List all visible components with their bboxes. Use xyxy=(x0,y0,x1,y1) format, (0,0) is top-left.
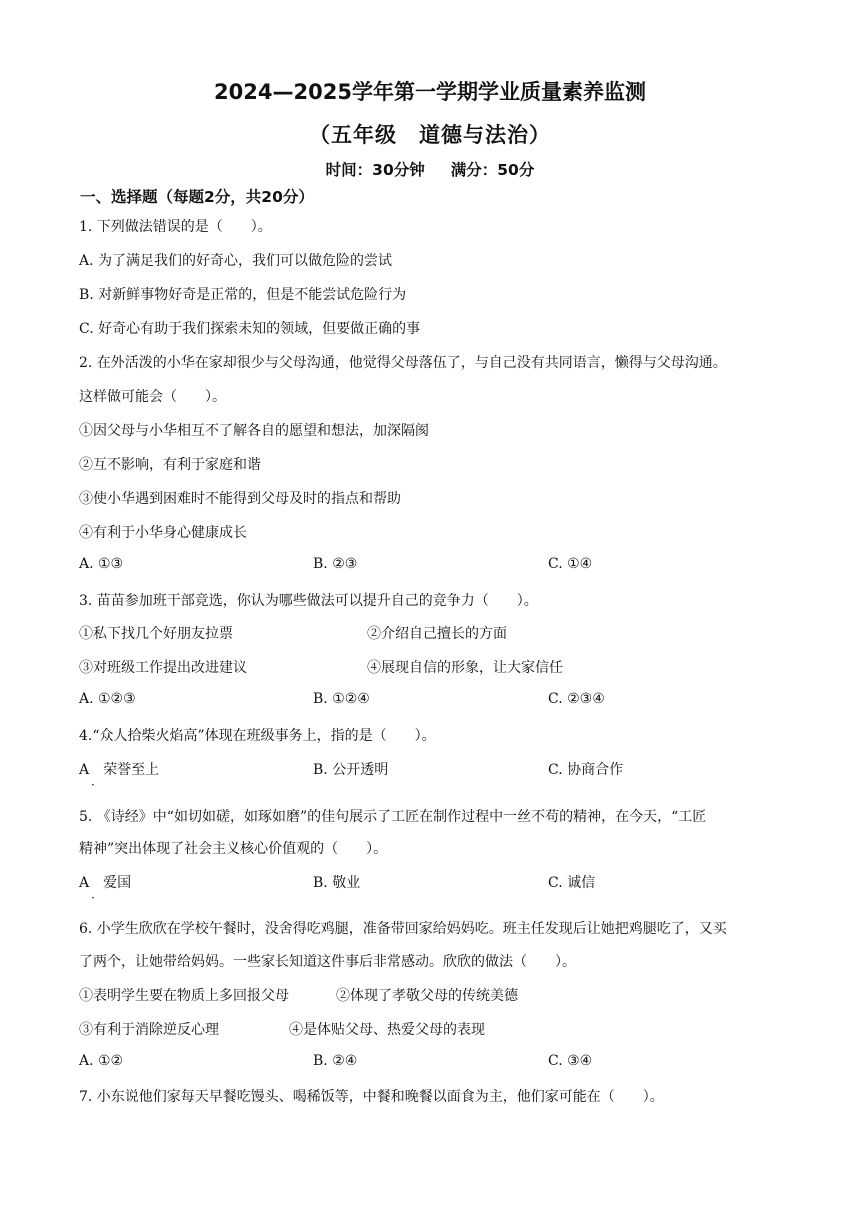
q2-statement-2: ②互不影响，有利于家庭和谐 xyxy=(79,457,261,473)
q6-statement-4: ④是体贴父母、热爱父母的表现 xyxy=(289,1022,485,1038)
q6-option-a: A. ①② xyxy=(79,1053,124,1069)
option-dot-mark: · xyxy=(91,891,95,905)
q2-statement-1: ①因父母与小华相互不了解各自的愿望和想法，加深隔阂 xyxy=(79,423,429,439)
q4-option-a: A 荣誉至上 xyxy=(79,762,160,778)
q7-stem: 7. 小东说他们家每天早餐吃馒头、喝稀饭等，中餐和晚餐以面食为主，他们家可能在（ ）。 xyxy=(79,1089,664,1105)
q6-statement-1: ①表明学生要在物质上多回报父母 xyxy=(79,988,289,1004)
q2-statement-3: ③使小华遇到困难时不能得到父母及时的指点和帮助 xyxy=(79,491,401,507)
q2-option-a: A. ①③ xyxy=(79,556,124,572)
q5-option-c: C. 诚信 xyxy=(548,875,596,891)
q1-option-a: A. 为了满足我们的好奇心，我们可以做危险的尝试 xyxy=(79,253,393,269)
q6-stem-line2: 了两个，让她带给妈妈。一些家长知道这件事后非常感动。欣欣的做法（ ）。 xyxy=(79,954,576,970)
q2-option-c: C. ①④ xyxy=(548,556,593,572)
exam-info xyxy=(0,158,860,180)
q3-statement-3: ③对班级工作提出改进建议 xyxy=(79,660,247,676)
q5-option-b: B. 敬业 xyxy=(313,875,361,891)
q6-stem-line1: 6. 小学生欣欣在学校午餐时，没舍得吃鸡腿，准备带回家给妈妈吃。班主任发现后让她把鸡腿吃了，又买 xyxy=(79,921,727,937)
q5-option-a: A 爱国 xyxy=(79,875,132,891)
score-label: 满分：50分 xyxy=(450,161,535,179)
q3-stem: 3. 苗苗参加班干部竞选，你认为哪些做法可以提升自己的竞争力（ ）。 xyxy=(79,593,538,609)
q1-stem: 1. 下列做法错误的是（ ）。 xyxy=(79,219,272,235)
q3-statement-4: ④展现自信的形象，让大家信任 xyxy=(367,660,563,676)
q5-stem-line2: 精神”突出体现了社会主义核心价值观的（ ）。 xyxy=(79,841,388,857)
q1-option-c: C. 好奇心有助于我们探索未知的领域，但要做正确的事 xyxy=(79,321,421,337)
q2-statement-4: ④有利于小华身心健康成长 xyxy=(79,525,247,541)
q2-stem-line1: 2. 在外活泼的小华在家却很少与父母沟通，他觉得父母落伍了，与自己没有共同语言，懒得与父母沟通。 xyxy=(79,355,727,371)
option-dot-mark: · xyxy=(91,778,95,792)
q6-option-c: C. ③④ xyxy=(548,1053,593,1069)
q2-stem-line2: 这样做可能会（ ）。 xyxy=(79,389,226,405)
q5-stem-line1: 5. 《诗经》中“如切如磋，如琢如磨”的佳句展示了工匠在制作过程中一丝不苟的精神，在今天，“工匠 xyxy=(79,809,707,825)
time-label: 时间：30分钟 xyxy=(325,161,425,179)
q1-option-b: B. 对新鲜事物好奇是正常的，但是不能尝试危险行为 xyxy=(79,287,407,303)
q4-stem: 4.“众人拾柴火焰高”体现在班级事务上，指的是（ ）。 xyxy=(79,728,436,744)
q6-statement-3: ③有利于消除逆反心理 xyxy=(79,1022,219,1038)
q3-option-a: A. ①②③ xyxy=(79,691,136,707)
exam-title: 2024—2025学年第一学期学业质量素养监测 xyxy=(214,80,646,104)
q4-option-b: B. 公开透明 xyxy=(313,762,389,778)
q6-option-b: B. ②④ xyxy=(313,1053,358,1069)
q3-option-c: C. ②③④ xyxy=(548,691,605,707)
q4-option-c: C. 协商合作 xyxy=(548,762,624,778)
exam-subtitle: （五年级 道德与法治） xyxy=(309,123,551,147)
q6-statement-2: ②体现了孝敬父母的传统美德 xyxy=(336,988,518,1004)
q2-option-b: B. ②③ xyxy=(313,556,358,572)
section-title: 一、选择题（每题2分，共20分） xyxy=(80,188,314,206)
q3-statement-2: ②介绍自己擅长的方面 xyxy=(367,626,507,642)
q3-statement-1: ①私下找几个好朋友拉票 xyxy=(79,626,233,642)
q3-option-b: B. ①②④ xyxy=(313,691,370,707)
